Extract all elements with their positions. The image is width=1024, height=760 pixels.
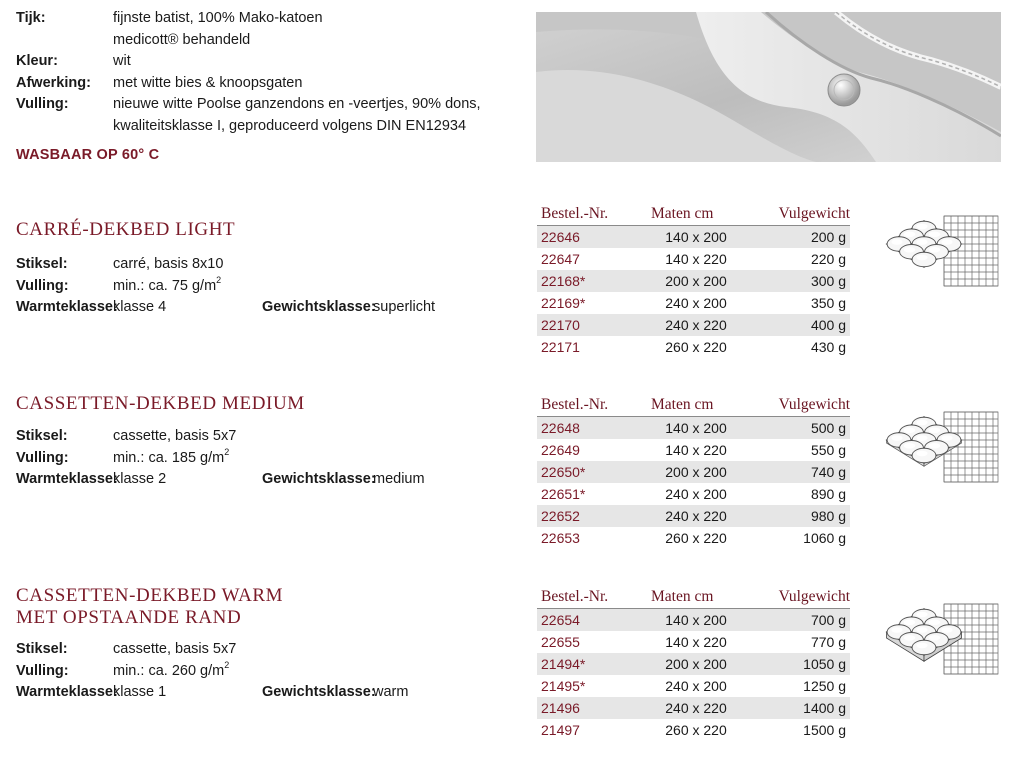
spec-value [113, 276, 221, 298]
table-row [537, 527, 850, 549]
spec-key: Stiksel: [16, 641, 68, 657]
order-number: 21495* [541, 678, 586, 694]
product-title-line: CARRÉ-DEKBED LIGHT [16, 219, 236, 240]
spec-value: klasse 4 [113, 299, 167, 315]
product-spec [16, 254, 516, 319]
spec-value: cassette, basis 5x7 [113, 428, 237, 444]
table-row [537, 417, 850, 439]
spec-value: warm [373, 684, 409, 700]
table-header [537, 201, 850, 223]
general-spec [16, 8, 526, 137]
order-table [537, 392, 850, 549]
fill-weight: 890 g [810, 486, 846, 502]
size: 140 x 220 [665, 442, 727, 458]
table-row [537, 292, 850, 314]
table-header [537, 392, 850, 414]
fill-weight: 350 g [810, 295, 846, 311]
spec-row-vulling [16, 276, 516, 298]
order-number: 22651* [541, 486, 586, 502]
fill-weight: 300 g [810, 273, 846, 289]
size: 260 x 220 [665, 722, 727, 738]
product-title-line: CASSETTEN-DEKBED MEDIUM [16, 393, 305, 414]
superscript: 2 [224, 659, 230, 670]
fill-weight: 1250 g [803, 678, 846, 694]
spec-key: Afwerking: [16, 74, 91, 91]
table-row [537, 675, 850, 697]
order-table [537, 584, 850, 741]
header-size: Maten cm [651, 205, 714, 222]
spec-key: Warmteklasse: [16, 299, 118, 315]
duvet-photo-art [536, 12, 1001, 162]
spec-key: Vulling: [16, 277, 69, 294]
spec-row-tijk [16, 8, 526, 51]
header-weight: Vulgewicht [778, 396, 850, 413]
order-number: 22647 [541, 251, 580, 267]
table-header [537, 584, 850, 606]
spec-row-vulling [16, 448, 516, 470]
order-number: 22170 [541, 317, 580, 333]
header-weight: Vulgewicht [778, 205, 850, 222]
spec-key: Stiksel: [16, 428, 68, 444]
size: 140 x 200 [665, 229, 727, 245]
order-number: 22648 [541, 420, 580, 436]
spec-value: superlicht [373, 299, 436, 315]
spec-key: Tijk: [16, 10, 46, 26]
size: 240 x 200 [665, 678, 727, 694]
spec-value: klasse 2 [113, 471, 167, 487]
header-size: Maten cm [651, 588, 714, 605]
spec-key: Kleur: [16, 53, 58, 69]
spec-row-warmte [16, 297, 516, 319]
spec-row-warmte [16, 682, 516, 704]
table-row [537, 461, 850, 483]
spec-row-vulling [16, 661, 516, 683]
size: 200 x 200 [665, 464, 727, 480]
fill-weight: 1060 g [803, 530, 846, 546]
table-row [537, 226, 850, 248]
spec-value: cassette, basis 5x7 [113, 641, 237, 657]
spec-value: fijnste batist, 100% Mako-katoen [113, 10, 323, 26]
fill-weight: 1050 g [803, 656, 846, 672]
order-number: 22649 [541, 442, 580, 458]
quilt-diagram-art [878, 584, 1000, 680]
table-row [537, 505, 850, 527]
fill-weight: 220 g [810, 251, 846, 267]
order-number: 22653 [541, 530, 580, 546]
table-row [537, 483, 850, 505]
fill-weight: 700 g [810, 612, 846, 628]
spec-value: met witte bies & knoopsgaten [113, 74, 303, 91]
quilt-diagram-art [878, 392, 1000, 488]
wash-label: WASBAAR OP 60° C [16, 147, 160, 163]
order-table [537, 201, 850, 358]
order-number: 21494* [541, 656, 586, 672]
spec-row-kleur [16, 51, 526, 73]
size: 260 x 220 [665, 339, 727, 355]
order-number: 22646 [541, 229, 580, 245]
spec-key: Vulling: [16, 96, 69, 112]
table-row [537, 336, 850, 358]
vulling-value: min.: ca. 75 g/m [113, 277, 217, 294]
spec-value: wit [113, 53, 131, 69]
size: 260 x 220 [665, 530, 727, 546]
spec-key: Gewichtsklasse: [262, 299, 376, 315]
vulling-value: min.: ca. 185 g/m [113, 449, 225, 466]
superscript: 2 [224, 446, 230, 457]
product-title [16, 393, 305, 415]
size: 140 x 200 [665, 420, 727, 436]
spec-value: nieuwe witte Poolse ganzendons en -veertjes, 90% dons, [113, 96, 481, 112]
table-row [537, 609, 850, 631]
spec-row-afwerking [16, 73, 526, 95]
order-number: 21496 [541, 700, 580, 716]
size: 240 x 220 [665, 508, 727, 524]
carre-quilt-diagram-icon [878, 196, 1000, 292]
fill-weight: 1400 g [803, 700, 846, 716]
fill-weight: 1500 g [803, 722, 846, 738]
fill-weight: 430 g [810, 339, 846, 355]
size: 240 x 220 [665, 317, 727, 333]
product-spec [16, 639, 516, 704]
order-number: 22169* [541, 295, 586, 311]
quilt-diagram-art [878, 196, 1000, 292]
size: 140 x 200 [665, 612, 727, 628]
header-order-no: Bestel.-Nr. [541, 588, 609, 605]
product-title [16, 219, 235, 241]
table-row [537, 270, 850, 292]
product-title [16, 585, 283, 629]
size: 140 x 220 [665, 251, 727, 267]
header-order-no: Bestel.-Nr. [541, 205, 609, 222]
order-number: 22168* [541, 273, 586, 289]
order-number: 22654 [541, 612, 580, 628]
size: 240 x 200 [665, 486, 727, 502]
table-row [537, 631, 850, 653]
spec-value: carré, basis 8x10 [113, 256, 224, 272]
spec-key: Gewichtsklasse: [262, 471, 376, 487]
spec-row-stiksel [16, 254, 516, 276]
spec-key: Vulling: [16, 662, 69, 679]
header-size: Maten cm [651, 396, 714, 413]
order-number: 21497 [541, 722, 580, 738]
table-row [537, 248, 850, 270]
fill-weight: 740 g [810, 464, 846, 480]
spec-key: Stiksel: [16, 256, 68, 272]
spec-value: klasse 1 [113, 684, 167, 700]
size: 200 x 200 [665, 273, 727, 289]
header-weight: Vulgewicht [778, 588, 850, 605]
cassette-quilt-diagram-icon [878, 392, 1000, 488]
size: 140 x 220 [665, 634, 727, 650]
size: 240 x 200 [665, 295, 727, 311]
order-number: 22171 [541, 339, 580, 355]
spec-value [113, 661, 229, 683]
size: 240 x 220 [665, 700, 727, 716]
table-row [537, 653, 850, 675]
fill-weight: 980 g [810, 508, 846, 524]
table-row [537, 314, 850, 336]
product-title-line: MET OPSTAANDE RAND [16, 607, 242, 628]
order-number: 22650* [541, 464, 586, 480]
fill-weight: 500 g [810, 420, 846, 436]
duvet-photo [536, 12, 1001, 162]
spec-row-warmte [16, 469, 516, 491]
spec-key: Warmteklasse: [16, 684, 118, 700]
table-row [537, 697, 850, 719]
product-spec [16, 426, 516, 491]
spec-key: Vulling: [16, 449, 69, 466]
fill-weight: 400 g [810, 317, 846, 333]
boxwall-quilt-diagram-icon [878, 584, 1000, 680]
product-title-line: CASSETTEN-DEKBED WARM [16, 585, 284, 606]
size: 200 x 200 [665, 656, 727, 672]
spec-value: medicott® behandeld [113, 31, 251, 48]
vulling-value: min.: ca. 260 g/m [113, 662, 225, 679]
order-number: 22652 [541, 508, 580, 524]
fill-weight: 200 g [810, 229, 846, 245]
spec-row-stiksel [16, 639, 516, 661]
spec-key: Gewichtsklasse: [262, 684, 376, 700]
spec-key: Warmteklasse: [16, 471, 118, 487]
table-row [537, 439, 850, 461]
fill-weight: 550 g [810, 442, 846, 458]
fill-weight: 770 g [810, 634, 846, 650]
spec-value: medium [373, 471, 425, 487]
spec-row-vulling [16, 94, 526, 137]
order-number: 22655 [541, 634, 580, 650]
table-row [537, 719, 850, 741]
superscript: 2 [216, 274, 222, 285]
header-order-no: Bestel.-Nr. [541, 396, 609, 413]
spec-value: kwaliteitsklasse I, geproduceerd volgens DIN EN12934 [113, 117, 467, 134]
spec-value [113, 448, 229, 470]
spec-row-stiksel [16, 426, 516, 448]
